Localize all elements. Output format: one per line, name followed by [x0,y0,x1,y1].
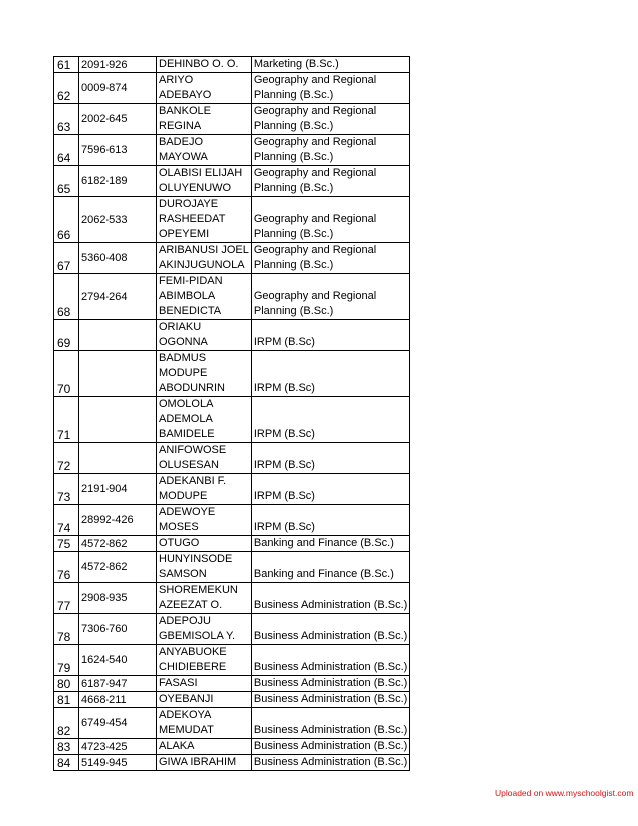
student-name-cell [157,443,252,474]
student-name-line: MOSES [159,521,199,533]
student-name-line: GIWA IBRAHIM [159,756,237,768]
student-name-line: AZEEZAT O. [159,599,223,611]
course-line: IRPM (B.Sc) [253,521,315,533]
row-number: 83 [54,739,79,755]
table-row [54,474,410,505]
row-number: 81 [54,692,79,708]
student-name-line: ADEKANBI F. [159,475,227,487]
student-name-cell [157,614,252,645]
course-line: Geography and Regional [253,213,377,225]
registration-code: 6749-454 [79,708,157,739]
row-number: 75 [54,536,79,552]
student-name-line: MEMUDAT [159,724,214,736]
course-line: Business Administration (B.Sc.) [253,630,408,642]
registration-code [79,443,157,474]
student-name-line: BADMUS [159,352,207,364]
row-number: 79 [54,645,79,676]
student-name-cell [157,274,252,320]
course-line: Geography and Regional [253,136,377,148]
student-name-cell [157,73,252,104]
row-number: 63 [54,104,79,135]
course-line: Planning (B.Sc.) [253,228,334,240]
course-line: Business Administration (B.Sc.) [253,599,408,611]
student-name-cell [157,739,252,755]
student-name-cell [157,552,252,583]
registration-code: 2191-904 [79,474,157,505]
course-line: Geography and Regional [253,244,377,256]
student-name-line: RASHEEDAT [159,213,226,225]
course-cell [251,739,409,755]
registration-code: 4572-862 [79,552,157,583]
course-line: Planning (B.Sc.) [253,151,334,163]
student-name-cell [157,755,252,771]
course-cell [251,552,409,583]
registration-code: 2794-264 [79,274,157,320]
student-name-cell [157,243,252,274]
student-name-line: HUNYINSODE [159,553,233,565]
course-line: Marketing (B.Sc.) [253,58,339,70]
table-row [54,73,410,104]
table-row [54,583,410,614]
student-name-cell [157,166,252,197]
student-name-line: AKINJUGUNOLA [159,259,245,271]
course-cell [251,73,409,104]
course-cell [251,135,409,166]
student-name-line: OTUGO [159,537,200,549]
student-name-cell [157,645,252,676]
course-cell [251,692,409,708]
table-row [54,243,410,274]
registration-code: 5360-408 [79,243,157,274]
course-cell [251,274,409,320]
student-name-cell [157,708,252,739]
registration-code: 5149-945 [79,755,157,771]
course-line: Business Administration (B.Sc.) [253,661,408,673]
row-number: 77 [54,583,79,614]
student-name-cell [157,692,252,708]
student-name-line: ABIMBOLA [159,290,216,302]
student-name-cell [157,474,252,505]
course-line: Business Administration (B.Sc.) [253,740,408,752]
course-line: Banking and Finance (B.Sc.) [253,537,394,549]
course-line: Geography and Regional [253,105,377,117]
student-name-line: SHOREMEKUN [159,584,238,596]
student-name-line: MAYOWA [159,151,208,163]
row-number: 66 [54,197,79,243]
student-name-line: CHIDIEBERE [159,661,227,673]
course-cell [251,708,409,739]
student-name-line: BENEDICTA [159,305,222,317]
table-row [54,505,410,536]
row-number: 84 [54,755,79,771]
row-number: 78 [54,614,79,645]
row-number: 64 [54,135,79,166]
table-row [54,135,410,166]
course-line: Business Administration (B.Sc.) [253,677,408,689]
table-row [54,320,410,351]
student-name-line: OYEBANJI [159,693,214,705]
row-number: 61 [54,57,79,73]
row-number: 65 [54,166,79,197]
student-name-line: BANKOLE [159,105,211,117]
student-name-line: ANYABUOKE [159,646,227,658]
registration-code: 2062-533 [79,197,157,243]
registration-code: 4668-211 [79,692,157,708]
student-name-line: OMOLOLA [159,398,214,410]
registration-code: 6187-947 [79,676,157,692]
student-name-line: OGONNA [159,336,208,348]
course-line: IRPM (B.Sc) [253,428,315,440]
student-name-line: BADEJO [159,136,204,148]
student-name-line: ABODUNRIN [159,382,226,394]
row-number: 68 [54,274,79,320]
student-name-line: DEHINBO O. O. [159,58,239,70]
course-line: Business Administration (B.Sc.) [253,693,408,705]
course-cell [251,645,409,676]
student-name-cell [157,351,252,397]
upload-source-note: Uploaded on www.myschoolgist.com [495,788,634,798]
course-line: Planning (B.Sc.) [253,89,334,101]
course-line: IRPM (B.Sc) [253,336,315,348]
table-row [54,351,410,397]
student-name-cell [157,676,252,692]
course-cell [251,243,409,274]
registration-code [79,397,157,443]
table-row [54,552,410,583]
table-row [54,397,410,443]
student-name-line: SAMSON [159,568,207,580]
registration-code: 4723-425 [79,739,157,755]
registration-code [79,320,157,351]
student-name-cell [157,197,252,243]
student-name-line: OLUSESAN [159,459,219,471]
course-cell [251,197,409,243]
registration-code: 0009-874 [79,73,157,104]
student-name-cell [157,536,252,552]
student-name-line: REGINA [159,120,202,132]
course-cell [251,320,409,351]
table-body [54,57,410,771]
course-cell [251,676,409,692]
course-cell [251,583,409,614]
table-row [54,708,410,739]
course-line: Business Administration (B.Sc.) [253,756,408,768]
student-name-line: ADEMOLA [159,413,213,425]
registration-code: 7306-760 [79,614,157,645]
registration-code: 28992-426 [79,505,157,536]
student-name-line: OLUYENUWO [159,182,232,194]
row-number: 80 [54,676,79,692]
results-table [53,56,410,771]
student-name-cell [157,320,252,351]
student-name-line: ADEPOJU [159,615,211,627]
course-cell [251,536,409,552]
row-number: 74 [54,505,79,536]
student-name-line: BAMIDELE [159,428,215,440]
course-cell [251,443,409,474]
registration-code: 2091-926 [79,57,157,73]
table-row [54,645,410,676]
course-line: Planning (B.Sc.) [253,305,334,317]
table-row [54,166,410,197]
student-name-line: ARIYO [159,74,194,86]
student-name-cell [157,505,252,536]
course-line: Geography and Regional [253,74,377,86]
course-cell [251,474,409,505]
student-name-line: OPEYEMI [159,228,210,240]
row-number: 71 [54,397,79,443]
course-line: Planning (B.Sc.) [253,182,334,194]
row-number: 73 [54,474,79,505]
row-number: 67 [54,243,79,274]
registration-code [79,351,157,397]
student-name-line: ADEKOYA [159,709,212,721]
student-name-line: ANIFOWOSE [159,444,227,456]
registration-code: 2002-645 [79,104,157,135]
table-row [54,755,410,771]
course-line: IRPM (B.Sc) [253,382,315,394]
student-name-line: DUROJAYE [159,198,219,210]
row-number: 70 [54,351,79,397]
table-row [54,274,410,320]
course-line: Planning (B.Sc.) [253,120,334,132]
student-name-line: ADEWOYE [159,506,216,518]
row-number: 82 [54,708,79,739]
student-name-line: ADEBAYO [159,89,212,101]
student-name-cell [157,583,252,614]
course-cell [251,351,409,397]
registration-code: 6182-189 [79,166,157,197]
table-row [54,739,410,755]
course-cell [251,166,409,197]
registration-code: 2908-935 [79,583,157,614]
course-line: Business Administration (B.Sc.) [253,724,408,736]
student-name-line: ALAKA [159,740,195,752]
student-name-line: ARIBANUSI JOEL [159,244,249,256]
course-cell [251,614,409,645]
student-name-line: MODUPE [159,490,208,502]
registration-code: 7596-613 [79,135,157,166]
student-name-cell [157,57,252,73]
row-number: 69 [54,320,79,351]
table-row [54,692,410,708]
course-line: Planning (B.Sc.) [253,259,334,271]
table-row [54,443,410,474]
course-cell [251,505,409,536]
student-name-line: OLABISI ELIJAH [159,167,243,179]
row-number: 76 [54,552,79,583]
course-line: Geography and Regional [253,290,377,302]
course-cell [251,397,409,443]
table-row [54,676,410,692]
course-line: IRPM (B.Sc) [253,490,315,502]
registration-code: 4572-862 [79,536,157,552]
student-name-line: FEMI-PIDAN [159,275,223,287]
course-line: Banking and Finance (B.Sc.) [253,568,394,580]
student-name-cell [157,135,252,166]
course-line: IRPM (B.Sc) [253,459,315,471]
student-name-cell [157,397,252,443]
table-row [54,536,410,552]
row-number: 72 [54,443,79,474]
row-number: 62 [54,73,79,104]
course-cell [251,104,409,135]
student-name-cell [157,104,252,135]
student-name-line: FASASI [159,677,198,689]
table-row [54,197,410,243]
course-cell [251,755,409,771]
table-row [54,104,410,135]
registration-code: 1624-540 [79,645,157,676]
student-name-line: ORIAKU [159,321,202,333]
table-row [54,614,410,645]
student-name-line: GBEMISOLA Y. [159,630,236,642]
student-name-line: MODUPE [159,367,208,379]
table-row [54,57,410,73]
course-cell [251,57,409,73]
course-line: Geography and Regional [253,167,377,179]
